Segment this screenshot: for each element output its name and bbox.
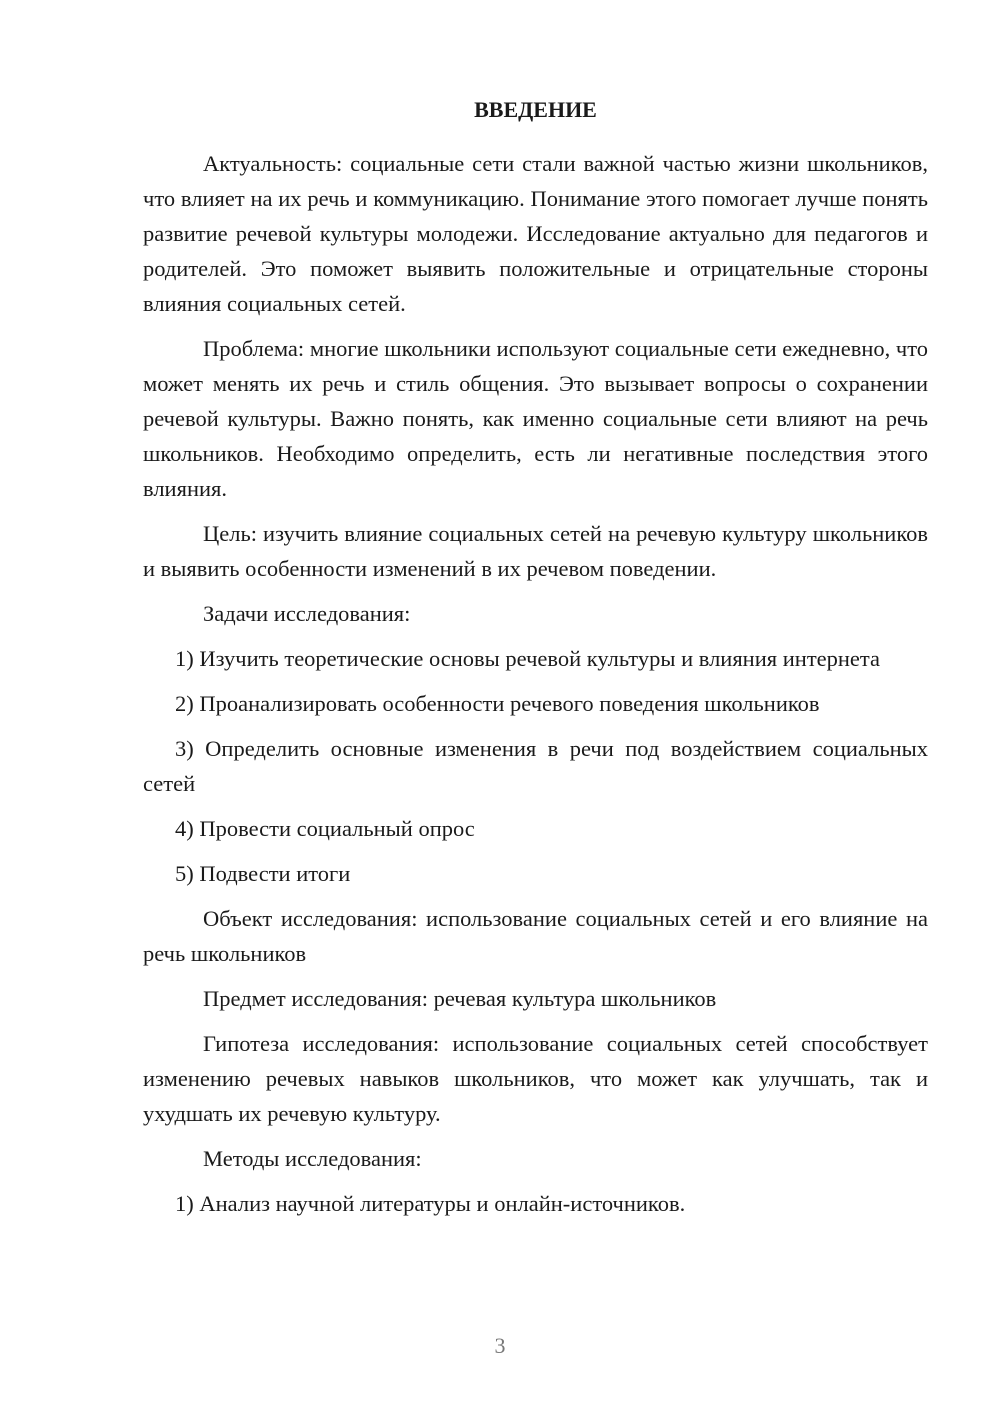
- method-item: 1) Анализ научной литературы и онлайн-источников.: [175, 1191, 686, 1216]
- task-item: 1) Изучить теоретические основы речевой культуры и влияния интернета: [175, 646, 881, 671]
- page-number: 3: [494, 1333, 506, 1358]
- hypothesis-paragraph: Гипотеза исследования: использование социальных сетей способствует изменению речевых навыков школьников, что может как улучшать, так и ухудшать их речевую культуру.: [143, 1031, 928, 1126]
- subject-paragraph: Предмет исследования: речевая культура школьников: [203, 986, 717, 1011]
- page-title: ВВЕДЕНИЕ: [474, 97, 597, 122]
- relevance-paragraph: Актуальность: социальные сети стали важной частью жизни школьников, что влияет на их речь и коммуникацию. Понимание этого помогает лучше понять развитие речевой культуры молодежи. Исследование актуально для педагогов и родителей. Это поможет выявить положительные и отрицательные стороны влияния социальных сетей.: [143, 151, 928, 316]
- object-paragraph: Объект исследования: использование социальных сетей и его влияние на речь школьников: [143, 906, 928, 966]
- task-item: 3) Определить основные изменения в речи под воздействием социальных сетей: [143, 736, 928, 796]
- goal-paragraph: Цель: изучить влияние социальных сетей на речевую культуру школьников и выявить особенности изменений в их речевом поведении.: [143, 521, 928, 581]
- task-item: 2) Проанализировать особенности речевого поведения школьников: [175, 691, 820, 716]
- document-page: [143, 92, 928, 1231]
- task-item: 4) Провести социальный опрос: [175, 816, 475, 841]
- methods-title: Методы исследования:: [203, 1146, 422, 1171]
- task-item: 5) Подвести итоги: [175, 861, 351, 886]
- problem-paragraph: Проблема: многие школьники используют социальные сети ежедневно, что может менять их речь и стиль общения. Это вызывает вопросы о сохранении речевой культуры. Важно понять, как именно социальные сети влияют на речь школьников. Необходимо определить, есть ли негативные последствия этого влияния.: [143, 336, 928, 501]
- tasks-title: Задачи исследования:: [203, 601, 411, 626]
